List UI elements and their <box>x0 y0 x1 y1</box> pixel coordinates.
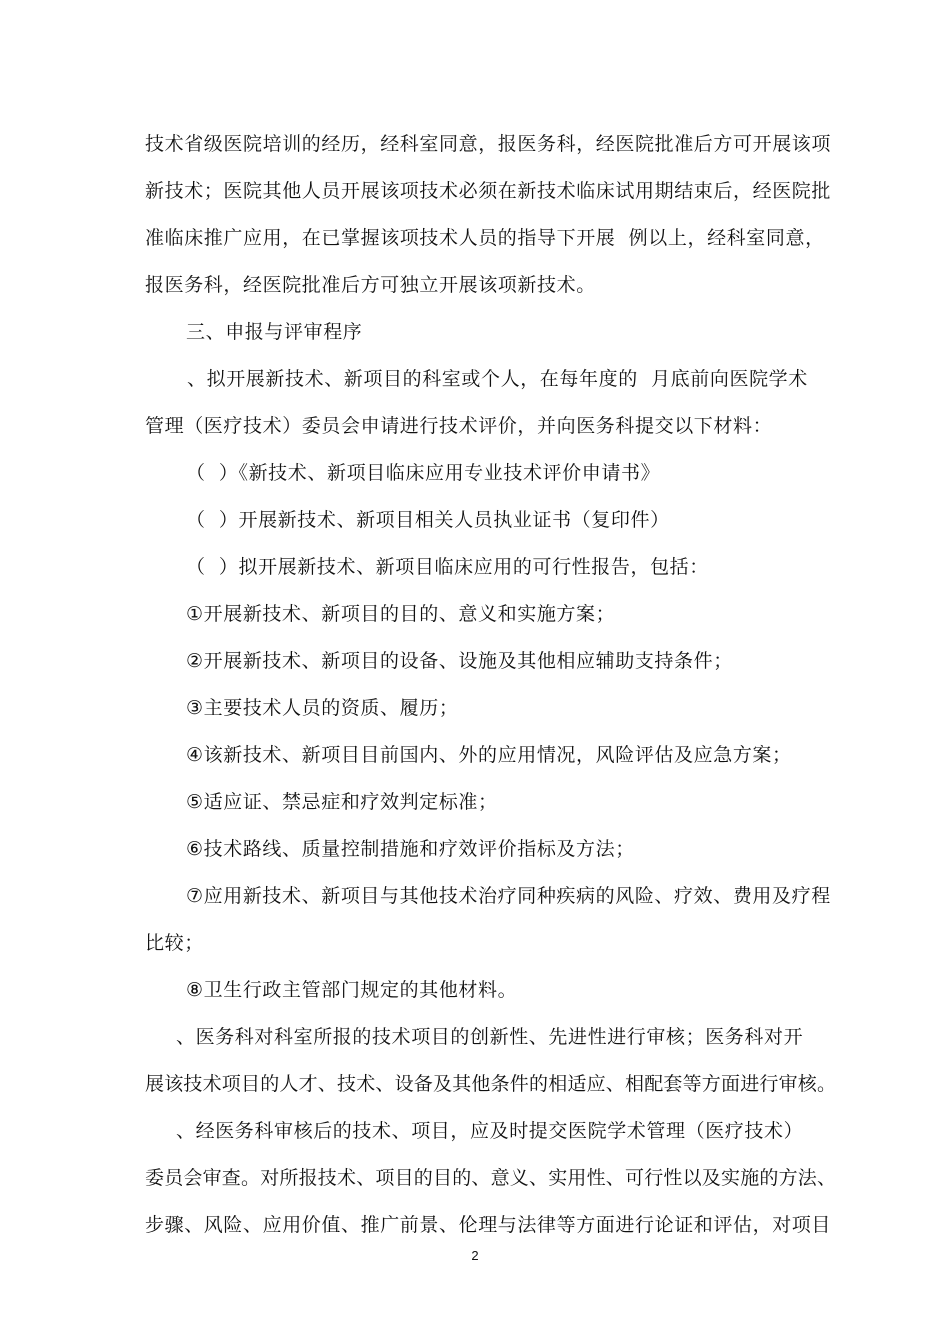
body-text-line: 步骤、风险、应用价值、推广前景、伦理与法律等方面进行论证和评估，对项目 <box>145 1214 832 1236</box>
list-item: ⑥技术路线、质量控制措施和疗效评价指标及方法； <box>186 838 635 860</box>
body-text-line: 、医务科对科室所报的技术项目的创新性、先进性进行审核；医务科对开 <box>176 1026 804 1048</box>
list-item: （ ）拟开展新技术、新项目临床应用的可行性报告，包括： <box>186 556 709 578</box>
list-item: （ ）《新技术、新项目临床应用专业技术评价申请书》 <box>186 462 661 484</box>
body-text-line: 、拟开展新技术、新项目的科室或个人，在每年度的 月底前向医院学术 <box>187 368 808 390</box>
list-item: ⑤适应证、禁忌症和疗效判定标准； <box>186 791 498 813</box>
body-text-line: 技术省级医院培训的经历，经科室同意，报医务科，经医院批准后方可开展该项 <box>145 133 832 155</box>
body-text-line: 报医务科，经医院批准后方可独立开展该项新技术。 <box>145 274 596 296</box>
list-item: ④该新技术、新项目目前国内、外的应用情况，风险评估及应急方案； <box>186 744 792 766</box>
body-text-line: 比较； <box>145 932 204 954</box>
body-text-line: 委员会审查。对所报技术、项目的目的、意义、实用性、可行性以及实施的方法、 <box>145 1167 837 1189</box>
list-item: ⑦应用新技术、新项目与其他技术治疗同种疾病的风险、疗效、费用及疗程 <box>186 885 831 907</box>
list-item: ⑧卫生行政主管部门规定的其他材料。 <box>186 979 518 1001</box>
body-text-line: 准临床推广应用，在已掌握该项技术人员的指导下开展 例以上，经科室同意， <box>145 227 825 249</box>
list-item: ①开展新技术、新项目的目的、意义和实施方案； <box>186 603 616 625</box>
page-number: 2 <box>471 1248 479 1263</box>
list-item: （ ）开展新技术、新项目相关人员执业证书（复印件） <box>186 509 670 531</box>
body-text-line: 、经医务科审核后的技术、项目，应及时提交医院学术管理（医疗技术） <box>176 1120 804 1142</box>
section-heading: 三、申报与评审程序 <box>186 321 363 343</box>
list-item: ②开展新技术、新项目的设备、设施及其他相应辅助支持条件； <box>186 650 733 672</box>
body-text-line: 管理（医疗技术）委员会申请进行技术评价，并向医务科提交以下材料： <box>145 415 773 437</box>
body-text-line: 新技术；医院其他人员开展该项技术必须在新技术临床试用期结束后，经医院批 <box>145 180 832 202</box>
list-item: ③主要技术人员的资质、履历； <box>186 697 459 719</box>
body-text-line: 展该技术项目的人才、技术、设备及其他条件的相适应、相配套等方面进行审核。 <box>145 1073 837 1095</box>
